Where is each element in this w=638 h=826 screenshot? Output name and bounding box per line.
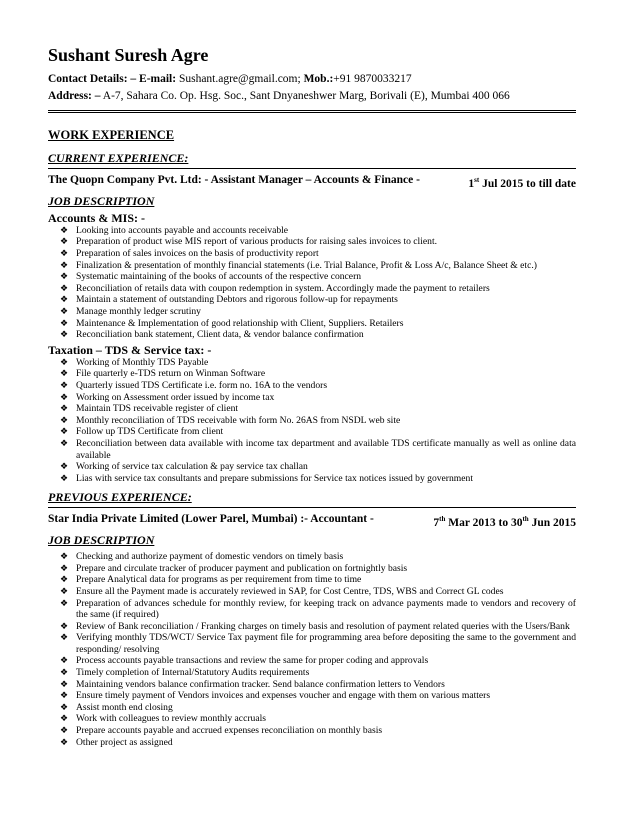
list-item-text: Manage monthly ledger scrutiny [76,305,201,317]
list-item-text: File quarterly e-TDS return on Winman Software [76,368,266,380]
list-item-text: Timely completion of Internal/Statutory Audits requirements [76,667,310,679]
header-divider [48,110,576,113]
list-item [60,282,576,295]
list-item [60,701,576,714]
list-item-text: Quarterly issued TDS Certificate i.e. form no. 16A to the vendors [76,379,328,391]
list-item [60,678,576,691]
list-item-text: Preparation of advances schedule for monthly review, for keeping track on advance payments made to vendors and recovery of the same (if required) [76,597,576,621]
bullet-icon: ❖ [60,585,69,596]
list-item-text: Systematic maintaining of the books of accounts of the respective concern [76,271,362,283]
list-item-text: Working on Assessment order issued by income tax [76,391,275,403]
list-item [60,461,576,473]
current-job-title: The Quopn Company Pvt. Ltd: - Assistant Manager – Accounts & Finance - [48,174,420,186]
bullet-icon: ❖ [60,597,69,608]
bullet-icon: ❖ [60,305,69,316]
list-item-text: Assist month end closing [76,701,173,713]
bullet-icon: ❖ [60,678,69,689]
bullet-icon: ❖ [60,294,69,305]
bullet-icon: ❖ [60,713,69,724]
bullet-icon: ❖ [60,667,69,678]
list-item [60,437,576,461]
list-item-text: Prepare Analytical data for programs as per requirement from time to time [76,574,362,586]
previous-job-dates: 7th Mar 2013 to 30th Jun 2015 [433,515,576,530]
list-item [60,379,576,392]
list-item-text: Other project as assigned [76,736,173,748]
list-item [60,597,576,621]
bullet-icon: ❖ [60,329,69,340]
mobile-label: Mob.: [303,73,334,85]
list-item [60,294,576,306]
bullet-icon: ❖ [60,551,69,562]
list-item-text: Working of Monthly TDS Payable [76,356,209,368]
resume-page [48,44,576,748]
list-item [60,426,576,438]
bullet-icon: ❖ [60,259,69,270]
list-item-text: Maintain TDS receivable register of client [76,403,239,415]
list-item [60,472,576,485]
bullet-icon: ❖ [60,414,69,425]
previous-experience-title: PREVIOUS EXPERIENCE: [48,490,192,505]
bullet-icon: ❖ [60,736,69,747]
address-label: Address: – [48,90,101,102]
list-item [60,248,576,260]
bullet-icon: ❖ [60,655,69,666]
list-item-text: Process accounts payable transactions and review the same for proper coding and approvals [76,655,429,667]
bullet-icon: ❖ [60,725,69,736]
list-item-text: Reconciliation bank statement, Client data, & vendor balance confirmation [76,329,364,341]
list-item-text: Prepare and circulate tracker of producer payment and publication on fortnightly basis [76,562,408,574]
list-item-text: Verifying monthly TDS/WCT/ Service Tax payment file for programming area before depositing the same to the government and responding/ resolving [76,632,576,655]
bullet-icon: ❖ [60,632,69,643]
bullet-icon: ❖ [60,224,69,235]
bullet-icon: ❖ [60,690,69,701]
previous-duties-list [48,551,576,748]
list-item [60,259,576,272]
list-item [60,271,576,283]
list-item [60,655,576,667]
list-item-text: Review of Bank reconciliation / Franking charges on timely basis and resolution of payment related queries with the Users/Bank [76,620,570,632]
bullet-icon: ❖ [60,426,69,437]
list-item-text: Ensure timely payment of Vendors invoices and expenses voucher and engage with them on various matters [76,690,491,702]
list-item-text: Reconciliation between data available with income tax department and available TDS certificate manually as well as online data available [76,437,576,461]
list-item [60,391,576,404]
list-item-text: Reconciliation of retails data with coupon redemption in system. Accordingly made the payment to retailers [76,282,490,294]
list-item [60,356,576,369]
bullet-icon: ❖ [60,379,69,390]
list-item [60,368,576,380]
taxation-title: Taxation – TDS & Service tax: - [48,342,212,357]
accounts-mis-title: Accounts & MIS: - [48,210,145,225]
list-item [60,403,576,415]
list-item-text: Prepare accounts payable and accrued expenses reconciliation on monthly basis [76,725,383,737]
list-item-text: Finalization & presentation of monthly financial statements (i.e. Trial Balance, Profit & Loss A/c, Balance Sheet & etc.) [76,259,537,271]
list-item [60,236,576,248]
list-item-text: Preparation of product wise MIS report of various products for raising sales invoices to client. [76,236,438,248]
list-item-text: Monthly reconciliation of TDS receivable with form No. 26AS from NSDL web site [76,414,401,426]
bullet-icon: ❖ [60,437,69,448]
list-item [60,414,576,427]
previous-job-description-title: JOB DESCRIPTION [48,533,155,548]
list-item-text: Follow up TDS Certificate from client [76,426,224,438]
taxation-list [48,357,576,485]
list-item [60,736,576,749]
bullet-icon: ❖ [60,248,69,259]
bullet-icon: ❖ [60,701,69,712]
candidate-name: Sushant Suresh Agre [48,45,209,65]
previous-job-line [48,512,576,530]
contact-details [48,72,576,87]
list-item [60,713,576,725]
list-item-text: Maintain a statement of outstanding Debtors and rigorous follow-up for repayments [76,294,398,306]
list-item [60,585,576,598]
address-line [48,89,576,104]
list-item-text: Looking into accounts payable and accounts receivable [76,224,289,236]
accounts-mis-list [48,225,576,341]
list-item [60,667,576,679]
current-experience-title: CURRENT EXPERIENCE: [48,151,189,165]
bullet-icon: ❖ [60,356,69,367]
list-item-text: Ensure all the Payment made is accurately reviewed in SAP, for Cost Centre, TDS, WBS and Correct GL codes [76,585,504,597]
current-job-line [48,173,576,191]
list-item-text: Work with colleagues to review monthly accruals [76,713,266,725]
bullet-icon: ❖ [60,620,69,631]
previous-job-title: Star India Private Limited (Lower Parel, Mumbai) :- Accountant - [48,513,374,526]
bullet-icon: ❖ [60,282,69,293]
list-item-text: Preparation of sales invoices on the basis of productivity report [76,248,319,260]
bullet-icon: ❖ [60,574,69,585]
list-item-text: Maintenance & Implementation of good relationship with Client, Suppliers. Retailers [76,317,404,329]
email-text: Sushant.agre@gmail.com; [178,73,301,85]
list-item [60,551,576,563]
list-item [60,224,576,237]
current-job-dates: 1st Jul 2015 to till date [468,176,576,190]
bullet-icon: ❖ [60,403,69,414]
list-item [60,620,576,633]
list-item-text: Maintaining vendors balance confirmation tracker. Send balance confirmation letters to Vendors [76,678,445,690]
bullet-icon: ❖ [60,368,69,379]
list-item-text: Lias with service tax consultants and prepare submissions for Service tax notices issued by government [76,472,473,484]
bullet-icon: ❖ [60,562,69,573]
list-item-text: Working of service tax calculation & pay service tax challan [76,461,308,473]
list-item [60,690,576,702]
list-item [60,725,576,737]
list-item [60,329,576,341]
section-title-work-experience: WORK EXPERIENCE [48,128,175,142]
mobile-text: +91 9870033217 [333,73,412,85]
list-item [60,574,576,586]
bullet-icon: ❖ [60,461,69,472]
bullet-icon: ❖ [60,472,69,483]
current-job-description-title: JOB DESCRIPTION [48,193,155,208]
list-item-text: Checking and authorize payment of domestic vendors on timely basis [76,551,344,563]
bullet-icon: ❖ [60,391,69,402]
list-item [60,562,576,575]
list-item [60,317,576,330]
bullet-icon: ❖ [60,317,69,328]
bullet-icon: ❖ [60,236,69,247]
address-text: A-7, Sahara Co. Op. Hsg. Soc., Sant Dnyaneshwer Marg, Borivali (E), Mumbai 400 066 [102,90,510,102]
previous-experience-divider [48,507,576,508]
list-item [60,305,576,318]
list-item [60,632,576,655]
current-experience-divider [48,168,576,169]
contact-label: Contact Details: – E-mail: [48,73,177,85]
bullet-icon: ❖ [60,271,69,282]
